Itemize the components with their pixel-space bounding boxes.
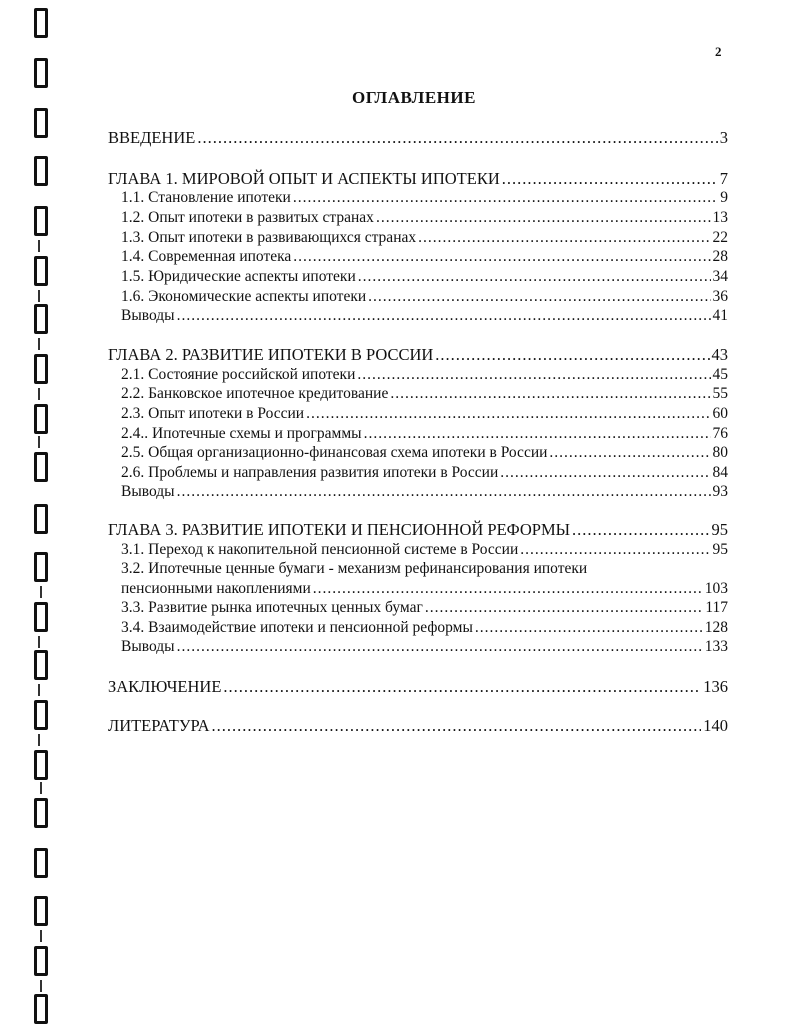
toc-entry-introduction[interactable] [108, 128, 728, 148]
toc-label: ГЛАВА 2. РАЗВИТИЕ ИПОТЕКИ В РОССИИ [108, 345, 434, 364]
toc-entry-conclusions[interactable] [121, 306, 728, 326]
toc-page: 136 [703, 677, 728, 696]
toc-label: 2.2. Банковское ипотечное кредитование [121, 385, 389, 402]
toc-page: 93 [712, 483, 728, 500]
binding-hole [34, 452, 48, 482]
binding-hole [34, 552, 48, 582]
toc-label: 2.6. Проблемы и направления развития ипотеки в России [121, 464, 499, 481]
toc-page: 43 [711, 345, 728, 364]
binding-hole [34, 650, 48, 680]
toc-page: 22 [712, 229, 728, 246]
toc-label: Выводы [121, 638, 175, 655]
toc-page: 140 [703, 716, 728, 735]
toc-label: 3.1. Переход к накопительной пенсионной системе в России [121, 541, 519, 558]
binding-hole [34, 156, 48, 186]
toc-entry-literature[interactable] [108, 716, 728, 736]
binding-hole [34, 304, 48, 334]
binding-hole [34, 994, 48, 1024]
dot-leader [293, 188, 718, 208]
dot-leader [177, 306, 711, 326]
binding-hole [34, 256, 48, 286]
dot-leader [223, 677, 701, 697]
binding-hole [34, 848, 48, 878]
toc-page: 95 [711, 520, 728, 539]
dot-leader [500, 463, 710, 483]
toc-entry[interactable] [121, 247, 728, 267]
dot-leader [358, 267, 711, 287]
toc-entry[interactable] [121, 463, 728, 483]
dot-leader [177, 637, 703, 657]
dot-leader [425, 598, 704, 618]
toc-label: 1.5. Юридические аспекты ипотеки [121, 268, 356, 285]
binding-hole [34, 206, 48, 236]
binding-hole [34, 504, 48, 534]
dot-leader [293, 247, 710, 267]
toc-entry-conclusion[interactable] [108, 677, 728, 697]
toc-label: 2.5. Общая организационно-финансовая схема ипотеки в России [121, 444, 548, 461]
toc-page: 7 [719, 169, 728, 188]
toc-label: ВВЕДЕНИЕ [108, 128, 196, 147]
toc-page: 28 [712, 248, 728, 265]
dot-leader [197, 128, 717, 148]
toc-label: 1.3. Опыт ипотеки в развивающихся странах [121, 229, 417, 246]
scan-mark [40, 586, 42, 598]
dot-leader [313, 579, 703, 599]
toc-page: 3 [719, 128, 728, 147]
toc-page: 128 [704, 619, 728, 636]
toc-page: 55 [712, 385, 728, 402]
page-number: 2 [715, 44, 722, 59]
toc-page: 117 [705, 599, 728, 616]
toc-entry-chapter-3[interactable] [108, 520, 728, 540]
dot-leader [475, 618, 703, 638]
toc-label: Выводы [121, 483, 175, 500]
dot-leader [502, 169, 718, 189]
scan-mark [38, 338, 40, 350]
toc-page: 103 [704, 580, 728, 597]
scan-mark [38, 636, 40, 648]
toc-page: 60 [712, 405, 728, 422]
scan-mark [40, 930, 42, 942]
dot-leader [390, 384, 710, 404]
dot-leader [212, 716, 702, 736]
toc-label: пенсионными накоплениями [121, 580, 311, 597]
toc-entry-chapter-2[interactable] [108, 345, 728, 365]
toc-entry[interactable] [121, 443, 728, 463]
toc-entry[interactable] [121, 208, 728, 228]
scan-mark [40, 782, 42, 794]
toc-label: 3.3. Развитие рынка ипотечных ценных бумаг [121, 599, 423, 616]
toc-page: 13 [712, 209, 728, 226]
binding-hole [34, 404, 48, 434]
binding-hole [34, 8, 48, 38]
toc-page: 41 [712, 307, 728, 324]
binding-hole [34, 750, 48, 780]
toc-label: ГЛАВА 3. РАЗВИТИЕ ИПОТЕКИ И ПЕНСИОННОЙ РЕФОРМЫ [108, 520, 571, 539]
scan-mark [38, 684, 40, 696]
toc-label: 2.4.. Ипотечные схемы и программы [121, 425, 362, 442]
binding-hole [34, 946, 48, 976]
binding-hole [34, 58, 48, 88]
toc-label: 1.1. Становление ипотеки [121, 189, 291, 206]
toc-page: 84 [712, 464, 728, 481]
toc-label: 3.4. Взаимодействие ипотеки и пенсионной реформы [121, 619, 473, 636]
toc-label: ГЛАВА 1. МИРОВОЙ ОПЫТ И АСПЕКТЫ ИПОТЕКИ [108, 169, 500, 188]
page-title: ОГЛАВЛЕНИЕ [352, 88, 476, 107]
toc-page: 9 [720, 189, 728, 206]
toc-label: Выводы [121, 307, 175, 324]
binding-hole [34, 896, 48, 926]
binding-holes [0, 0, 60, 1025]
dot-leader [520, 540, 710, 560]
toc-entry[interactable] [121, 598, 728, 618]
toc-entry[interactable] [121, 579, 728, 599]
toc-label: 2.1. Состояние российской ипотеки [121, 366, 356, 383]
toc-page: 34 [712, 268, 728, 285]
toc-label: 2.3. Опыт ипотеки в России [121, 405, 305, 422]
toc-page: 45 [712, 366, 728, 383]
binding-hole [34, 700, 48, 730]
toc-entry[interactable] [121, 540, 728, 560]
toc-page: 133 [704, 638, 728, 655]
dot-leader [418, 228, 710, 248]
toc-entry-chapter-1[interactable] [108, 169, 728, 189]
toc-label: 1.2. Опыт ипотеки в развитых странах [121, 209, 374, 226]
dot-leader [364, 424, 711, 444]
scan-mark [38, 436, 40, 448]
dot-leader [549, 443, 710, 463]
toc-entry-line[interactable]: 3.2. Ипотечные ценные бумаги - механизм рефинансирования ипотеки [121, 560, 588, 577]
toc-page: 80 [712, 444, 728, 461]
scan-mark [38, 734, 40, 746]
dot-leader [376, 208, 711, 228]
toc-label: 1.4. Современная ипотека [121, 248, 292, 265]
binding-hole [34, 354, 48, 384]
scan-mark [38, 240, 40, 252]
dot-leader [357, 365, 710, 385]
toc-label: ЗАКЛЮЧЕНИЕ [108, 677, 222, 696]
scan-mark [38, 388, 40, 400]
dot-leader [572, 520, 709, 540]
toc-entry[interactable] [121, 365, 728, 385]
scan-mark [40, 980, 42, 992]
toc-entry-conclusions[interactable] [121, 482, 728, 502]
dot-leader [435, 345, 709, 365]
toc-entry[interactable] [121, 384, 728, 404]
toc-label: 1.6. Экономические аспекты ипотеки [121, 288, 367, 305]
toc-entry[interactable] [121, 228, 728, 248]
toc-page: 76 [712, 425, 728, 442]
toc-entry[interactable] [121, 404, 728, 424]
toc-label: ЛИТЕРАТУРА [108, 716, 210, 735]
scan-mark [38, 290, 40, 302]
binding-hole [34, 602, 48, 632]
toc-entry[interactable] [121, 424, 728, 444]
dot-leader [306, 404, 710, 424]
toc-entry-conclusions[interactable] [121, 637, 728, 657]
toc-entry[interactable] [121, 287, 728, 307]
toc-entry[interactable] [121, 618, 728, 638]
toc-entry[interactable] [121, 267, 728, 287]
binding-hole [34, 108, 48, 138]
dot-leader [368, 287, 710, 307]
toc-page: 36 [712, 288, 728, 305]
binding-hole [34, 798, 48, 828]
toc-page: 95 [712, 541, 728, 558]
dot-leader [177, 482, 711, 502]
toc-entry[interactable] [121, 188, 728, 208]
